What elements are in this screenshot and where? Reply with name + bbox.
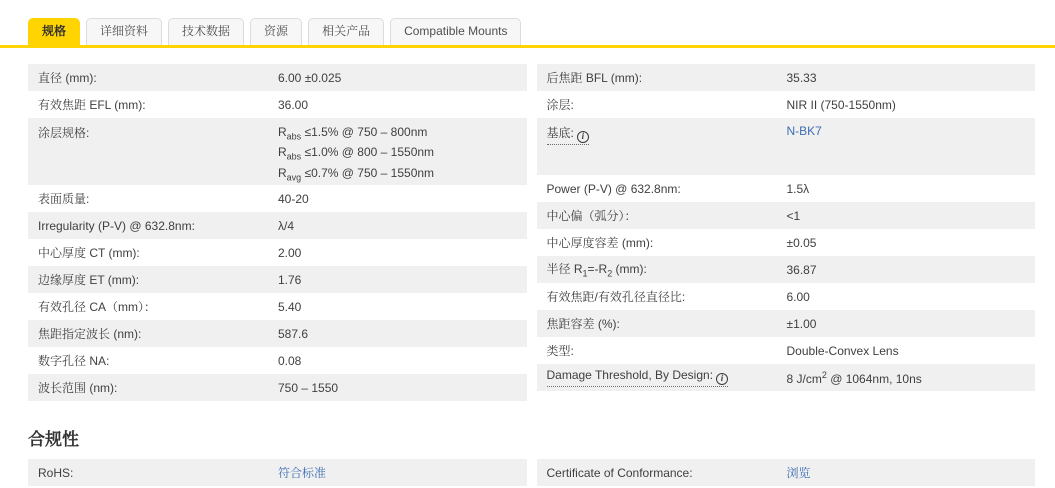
spec-label: 中心厚度 CT (mm):	[38, 246, 140, 261]
spec-value: 6.00 ±0.025	[278, 70, 342, 85]
spec-label	[537, 124, 787, 145]
spec-label: 涂层:	[546, 98, 574, 112]
spec-value: 0.08	[278, 353, 302, 368]
spec-label: 有效焦距/有效孔径直径比:	[546, 290, 686, 304]
info-icon[interactable]: i	[716, 373, 728, 385]
rohs-link[interactable]: 符合标准	[278, 466, 327, 481]
spec-label: Certificate of Conformance:	[546, 465, 693, 480]
spec-row	[28, 118, 527, 185]
tab-specs[interactable]: 规格	[28, 18, 80, 45]
spec-value: <1	[786, 208, 801, 223]
spec-row	[537, 283, 1036, 310]
spec-row	[537, 118, 1036, 175]
spec-label: Irregularity (P-V) @ 632.8nm:	[38, 218, 195, 233]
spec-row	[537, 256, 1036, 283]
spec-row	[28, 185, 527, 212]
spec-table-left	[28, 64, 527, 401]
tab-compatible-mounts[interactable]: Compatible Mounts	[390, 18, 521, 45]
spec-row	[537, 459, 1036, 486]
compliance-tables	[0, 459, 1055, 486]
spec-value: ±1.00	[786, 316, 817, 331]
spec-label	[537, 368, 787, 387]
spec-value	[278, 464, 527, 481]
spec-value: 587.6	[278, 326, 309, 341]
tab-technical-data[interactable]: 技术数据	[168, 18, 244, 45]
spec-row	[537, 337, 1036, 364]
spec-value: NIR II (750-1550nm)	[786, 97, 896, 112]
spec-row	[28, 212, 527, 239]
spec-row	[537, 202, 1036, 229]
spec-value: 8 $J/cm^2$ @ 1064nm, 10ns	[786, 369, 922, 386]
spec-value	[278, 124, 527, 185]
spec-value-line: $R_{abs} \le 1.0\%$ @ 800 – 1550nm	[278, 145, 435, 162]
spec-label: 类型:	[546, 344, 574, 358]
spec-value: λ/4	[278, 218, 295, 233]
spec-row	[28, 64, 527, 91]
spec-tabbar	[0, 0, 1055, 48]
spec-row	[537, 175, 1036, 202]
spec-value: 1.76	[278, 272, 302, 287]
compliance-table-right	[537, 459, 1036, 486]
spec-row	[28, 374, 527, 401]
spec-label: 有效焦距 EFL (mm):	[38, 98, 146, 112]
spec-label: 中心厚度容差 (mm):	[546, 236, 654, 250]
spec-value: 36.87	[786, 262, 817, 277]
spec-row	[537, 91, 1036, 118]
spec-value: Double-Convex Lens	[786, 343, 899, 358]
spec-label: 半径 $R_1=-R_2$ (mm):	[546, 262, 647, 279]
tooltip-label[interactable]: 基底: i	[547, 124, 589, 145]
spec-row	[28, 320, 527, 347]
spec-row	[28, 347, 527, 374]
spec-row	[28, 239, 527, 266]
spec-value: 5.40	[278, 299, 302, 314]
spec-label: 有效孔径 CA（mm）：	[38, 300, 156, 315]
spec-row	[28, 91, 527, 118]
spec-value-link[interactable]: N-BK7	[786, 124, 822, 138]
spec-row	[537, 364, 1036, 391]
spec-value: 750 – 1550	[278, 380, 339, 395]
spec-label: 直径 (mm):	[38, 71, 97, 85]
spec-label: 数字孔径 NA:	[38, 354, 110, 369]
spec-row	[28, 266, 527, 293]
tab-resources[interactable]: 资源	[250, 18, 302, 45]
spec-label: 波长范围 (nm):	[38, 381, 118, 396]
spec-value: 1.5λ	[786, 181, 810, 196]
spec-value-line: $R_{abs} \le 1.5\%$ @ 750 – 800nm	[278, 125, 428, 142]
info-icon[interactable]: i	[577, 131, 589, 143]
spec-value: 2.00	[278, 245, 302, 260]
spec-row	[537, 64, 1036, 91]
spec-label: 边缘厚度 ET (mm):	[38, 273, 140, 288]
spec-label: 焦距指定波长 (nm):	[38, 327, 142, 342]
spec-value: 40-20	[278, 191, 309, 206]
tooltip-label[interactable]: Damage Threshold, By Design: i	[547, 368, 729, 387]
spec-tables	[0, 48, 1055, 401]
spec-value: 35.33	[786, 70, 817, 85]
spec-label: 表面质量:	[38, 192, 90, 207]
spec-value: 6.00	[786, 289, 810, 304]
spec-row	[28, 459, 527, 486]
spec-label: 涂层规格:	[38, 126, 90, 140]
spec-value: ±0.05	[786, 235, 817, 250]
spec-label: RoHS:	[38, 465, 74, 480]
coc-link[interactable]: 浏览	[786, 466, 811, 481]
spec-label: 后焦距 BFL (mm):	[546, 71, 643, 85]
spec-value: 36.00	[278, 97, 309, 112]
spec-value	[787, 124, 1036, 138]
spec-row	[537, 310, 1036, 337]
spec-value	[787, 464, 1036, 481]
spec-label: 焦距容差 (%):	[546, 317, 620, 331]
spec-row	[28, 293, 527, 320]
tab-details[interactable]: 详细资料	[86, 18, 162, 45]
tab-related-products[interactable]: 相关产品	[308, 18, 384, 45]
spec-value-line: $R_{avg} \le 0.7\%$ @ 750 – 1550nm	[278, 165, 435, 183]
compliance-table-left	[28, 459, 527, 486]
spec-table-right	[537, 64, 1036, 401]
spec-label: 中心偏（弧分）：	[546, 209, 637, 223]
compliance-heading: 合规性	[28, 430, 79, 450]
spec-row	[537, 229, 1036, 256]
spec-label: Power (P-V) @ 632.8nm:	[546, 181, 681, 196]
